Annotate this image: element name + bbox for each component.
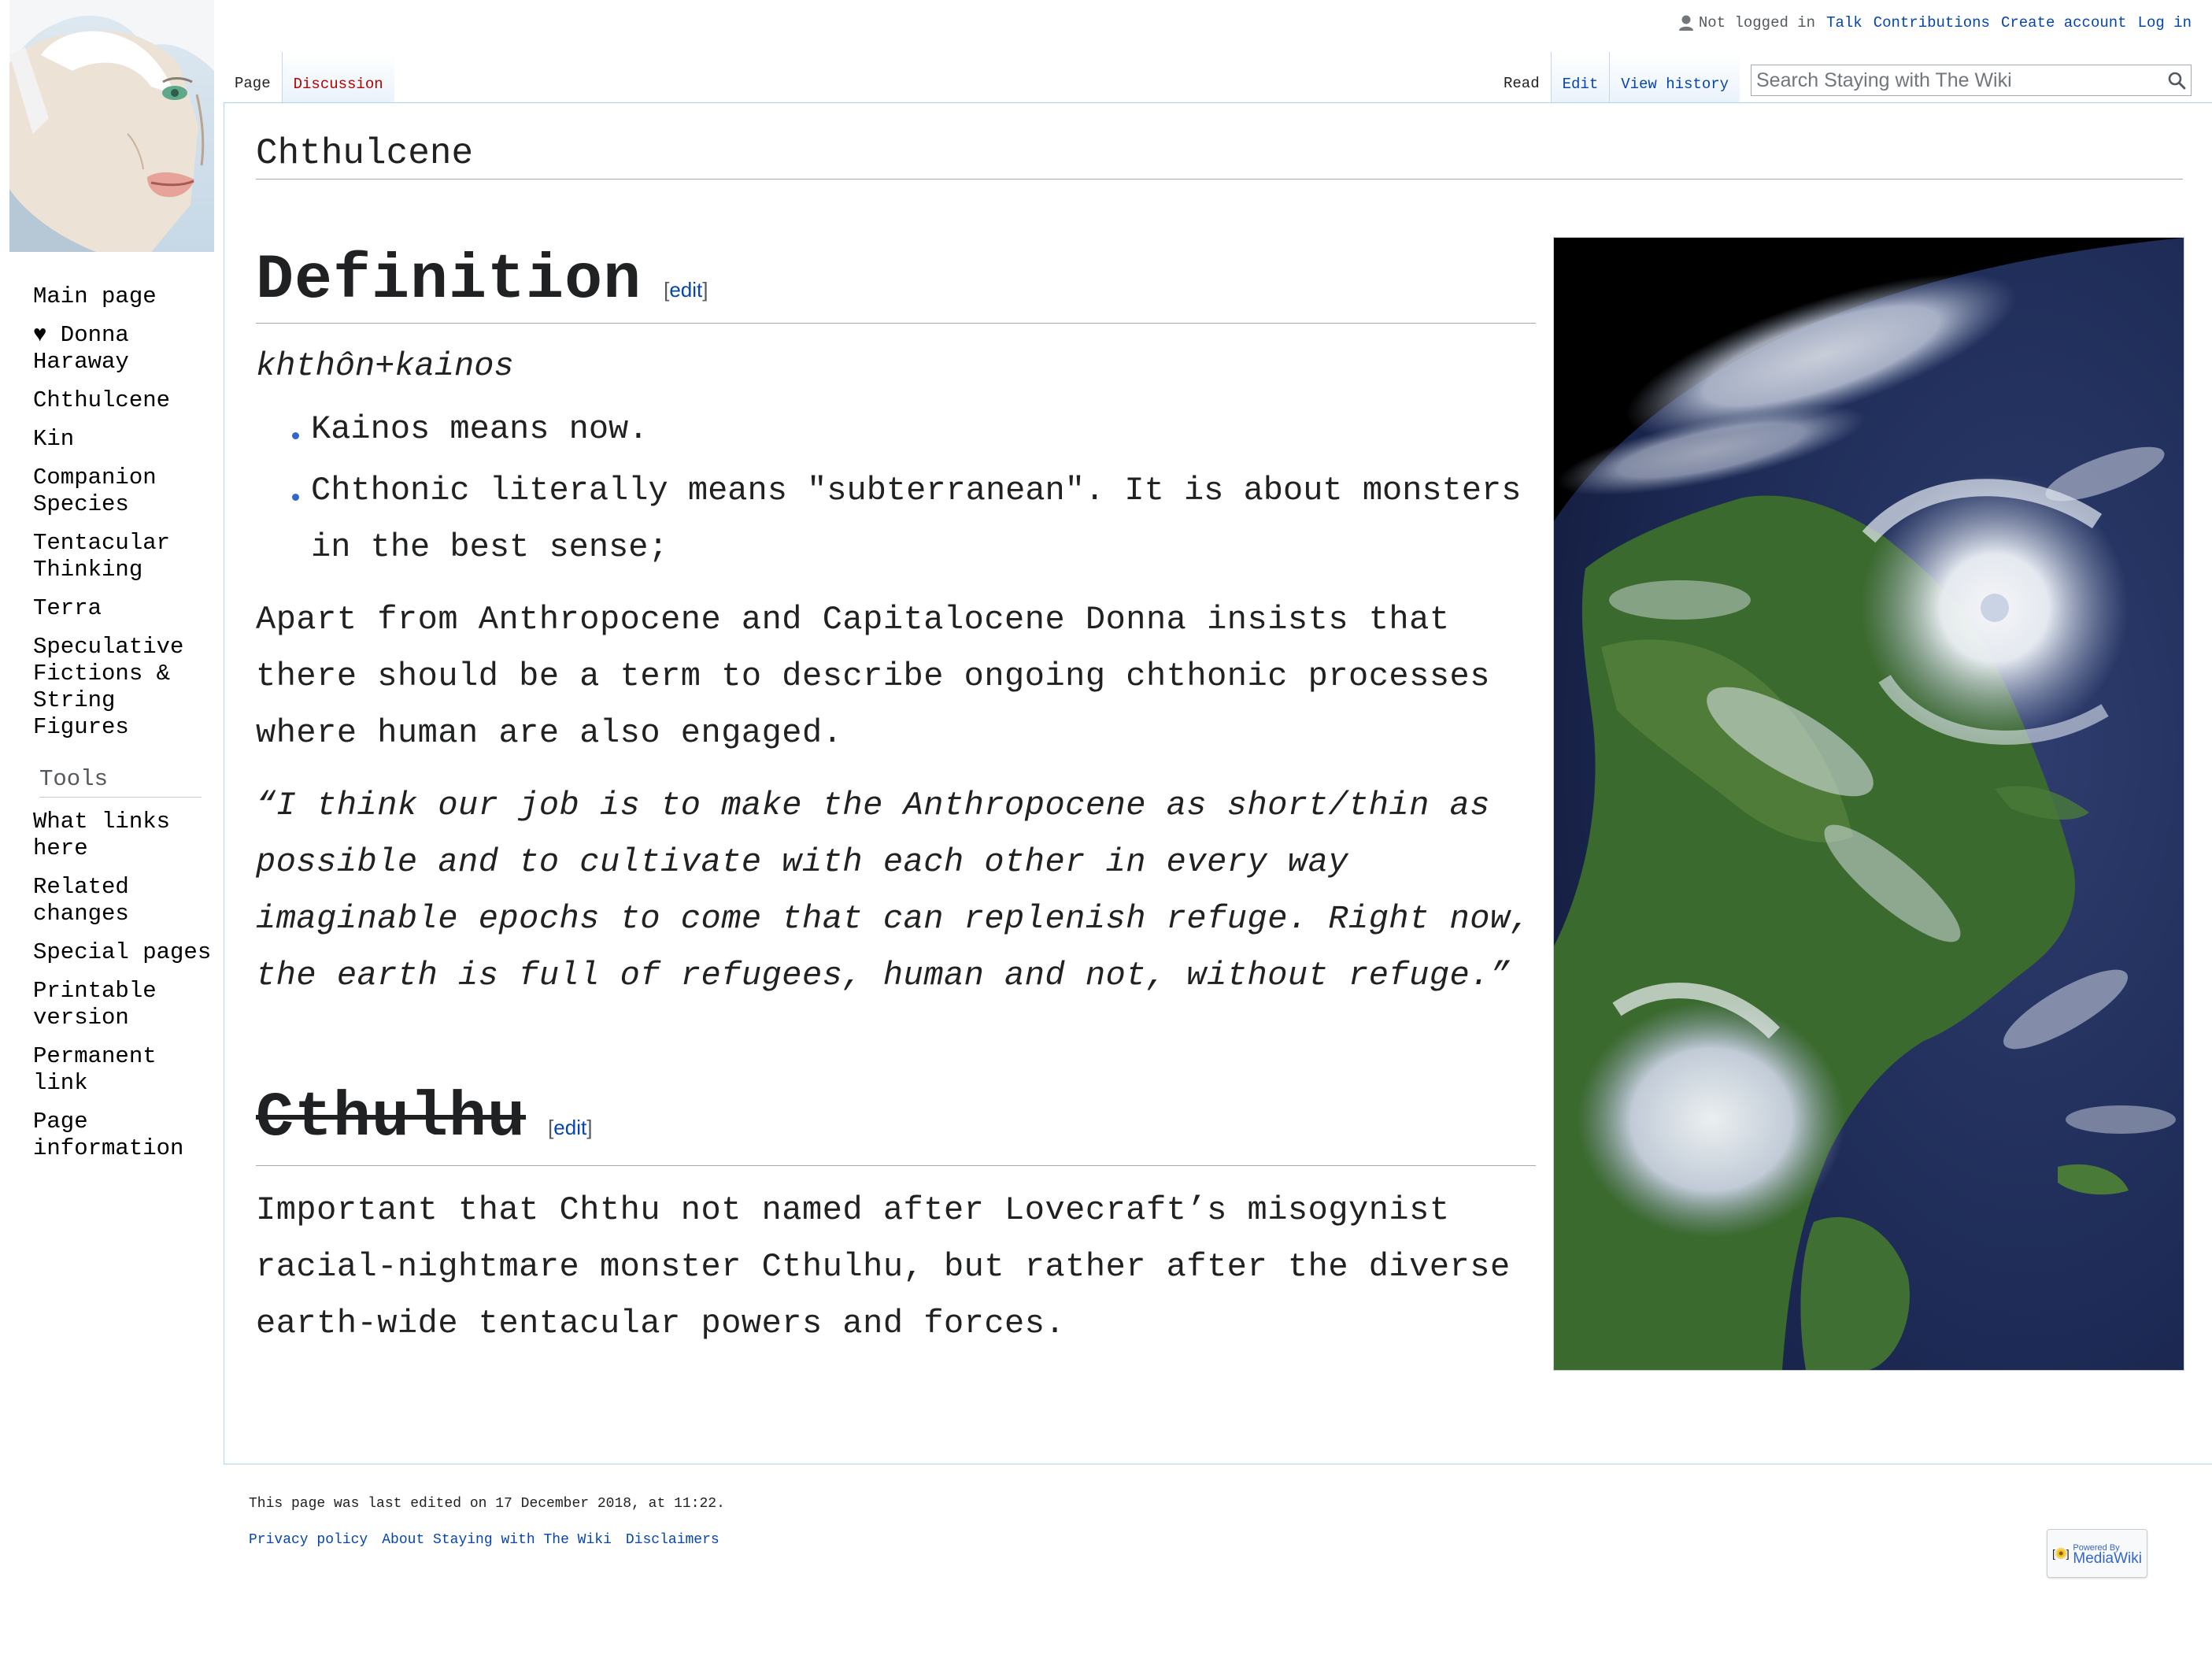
definition-list (256, 401, 1536, 576)
powered-by-big: MediaWiki (2073, 1550, 2142, 1567)
search-box (1751, 65, 2192, 96)
powered-by-text (2073, 1542, 2142, 1567)
paragraph: Apart from Anthropocene and Capitalocene Donna insists that there should be a term to describe ongoing chthonic processes where human are also engaged. (256, 601, 1490, 752)
sidebar-item-label: Special pages (33, 939, 212, 965)
article-body (256, 245, 1536, 1352)
sidebar-item-label: Related changes (33, 874, 129, 927)
sidebar-item-label: Companion Species (33, 465, 157, 517)
quote: “I think our job is to make the Anthropocene as short/thin as possible and to cultivate with each other in every way imaginable epochs to come that can replenish refuge. Right now, the earth is full of refugees, human and not, without refuge.” (256, 787, 1531, 994)
sidebar-item-companion-species[interactable] (33, 465, 213, 518)
log-in-link[interactable]: Log in (2137, 14, 2192, 31)
sidebar-item-terra[interactable] (33, 595, 213, 622)
sidebar-item-label: ♥ Donna Haraway (33, 322, 129, 375)
privacy-policy-link[interactable]: Privacy policy (249, 1532, 368, 1548)
tab-edit-label: Edit (1562, 76, 1599, 93)
edit-bracket-open: [ (548, 1116, 554, 1139)
sidebar-item-label: Chthulcene (33, 387, 171, 413)
section-heading-definition (256, 245, 1536, 324)
tab-discussion[interactable] (282, 52, 394, 102)
tab-read-label: Read (1504, 75, 1540, 92)
sidebar-item-label: Printable version (33, 978, 157, 1031)
sidebar-item-main-page[interactable] (33, 283, 213, 310)
search-button[interactable] (2162, 66, 2191, 94)
powered-by-mediawiki-badge[interactable] (2047, 1529, 2147, 1578)
footer-places (249, 1532, 2185, 1548)
tab-discussion-label: Discussion (293, 76, 383, 93)
edit-section-definition-link[interactable]: edit (669, 278, 703, 302)
sidebar-item-permanent-link[interactable] (33, 1043, 213, 1097)
site-logo[interactable] (9, 0, 214, 252)
sidebar-item-speculative-fictions[interactable] (33, 634, 213, 741)
create-account-link[interactable]: Create account (2000, 14, 2127, 31)
last-modified: This page was last edited on 17 December 2018, at 11:22. (249, 1496, 725, 1512)
list-item: Kainos means now. (311, 401, 1536, 457)
list-item: Chthonic literally means "subterranean". It is about monsters in the best sense; (311, 462, 1536, 576)
search-icon (2167, 71, 2186, 90)
section-heading-cthulhu (256, 1083, 1536, 1166)
powered-by-small: Powered By (2073, 1543, 2120, 1553)
view-tabs (1493, 52, 1740, 102)
sidebar-item-kin[interactable] (33, 426, 213, 453)
edit-section-cthulhu-link[interactable]: edit (553, 1116, 587, 1139)
paragraph: Important that Chthu not named after Lovecraft’s misogynist racial-nightmare monster Cthulhu, but rather after the diverse earth-wide tentacular powers and forces. (256, 1191, 1511, 1342)
section-heading-text: Definition (256, 245, 642, 317)
sidebar-item-printable-version[interactable] (33, 978, 213, 1031)
sidebar-item-label: Kin (33, 426, 75, 452)
sidebar-item-chthulcene[interactable] (33, 387, 213, 414)
edit-bracket-close: ] (586, 1116, 593, 1139)
page-content (224, 102, 2212, 1464)
svg-text:]: ] (2066, 1548, 2070, 1561)
sidebar-item-label: Permanent link (33, 1043, 157, 1096)
etymology: khthôn+kainos (256, 347, 514, 385)
sidebar-item-related-changes[interactable] (33, 874, 213, 927)
earth-satellite-image[interactable] (1553, 237, 2184, 1371)
tab-edit[interactable] (1551, 52, 1610, 102)
sidebar-item-label: Terra (33, 595, 102, 621)
tab-page[interactable] (224, 52, 282, 102)
mediawiki-sunflower-icon (2052, 1538, 2070, 1569)
tab-page-label: Page (235, 75, 271, 92)
logo-portrait-image (9, 0, 214, 252)
sidebar-item-what-links-here[interactable] (33, 809, 213, 862)
sidebar-item-tentacular-thinking[interactable] (33, 530, 213, 583)
edit-section-link (548, 1116, 592, 1140)
tab-read[interactable] (1493, 52, 1551, 102)
contributions-link[interactable]: Contributions (1873, 14, 1990, 31)
sidebar-item-label: What links here (33, 809, 171, 861)
earth-image (1554, 238, 2184, 1370)
not-logged-in (1678, 14, 1815, 31)
personal-tools (1678, 11, 2192, 35)
edit-bracket-close: ] (702, 278, 708, 302)
tab-view-history-label: View history (1621, 76, 1729, 93)
sidebar-item-label: Speculative Fictions & String Figures (33, 634, 184, 740)
sidebar-item-special-pages[interactable] (33, 939, 213, 966)
talk-link[interactable]: Talk (1826, 14, 1862, 31)
sidebar-item-label: Tentacular Thinking (33, 530, 171, 583)
page-title: Chthulcene (256, 133, 2183, 180)
svg-text:[: [ (2052, 1548, 2055, 1561)
sidebar-item-page-information[interactable] (33, 1109, 213, 1162)
about-link[interactable]: About Staying with The Wiki (382, 1532, 612, 1548)
sidebar-item-label: Page information (33, 1109, 184, 1161)
sidebar-item-donna-haraway[interactable] (33, 322, 213, 376)
section-heading-text: Cthulhu (256, 1083, 527, 1154)
tab-view-history[interactable] (1609, 52, 1740, 102)
sidebar-tools (0, 766, 213, 1162)
not-logged-in-label: Not logged in (1698, 14, 1816, 31)
disclaimers-link[interactable]: Disclaimers (625, 1532, 719, 1548)
search-input[interactable] (1751, 66, 2162, 94)
user-icon (1678, 14, 1694, 31)
sidebar (0, 283, 213, 1174)
edit-bracket-open: [ (664, 278, 670, 302)
namespace-tabs (224, 52, 394, 102)
footer (249, 1496, 2185, 1548)
edit-section-link (664, 278, 708, 302)
tools-heading: Tools (39, 766, 202, 798)
sidebar-navigation (0, 283, 213, 741)
sidebar-item-label: Main page (33, 283, 157, 309)
